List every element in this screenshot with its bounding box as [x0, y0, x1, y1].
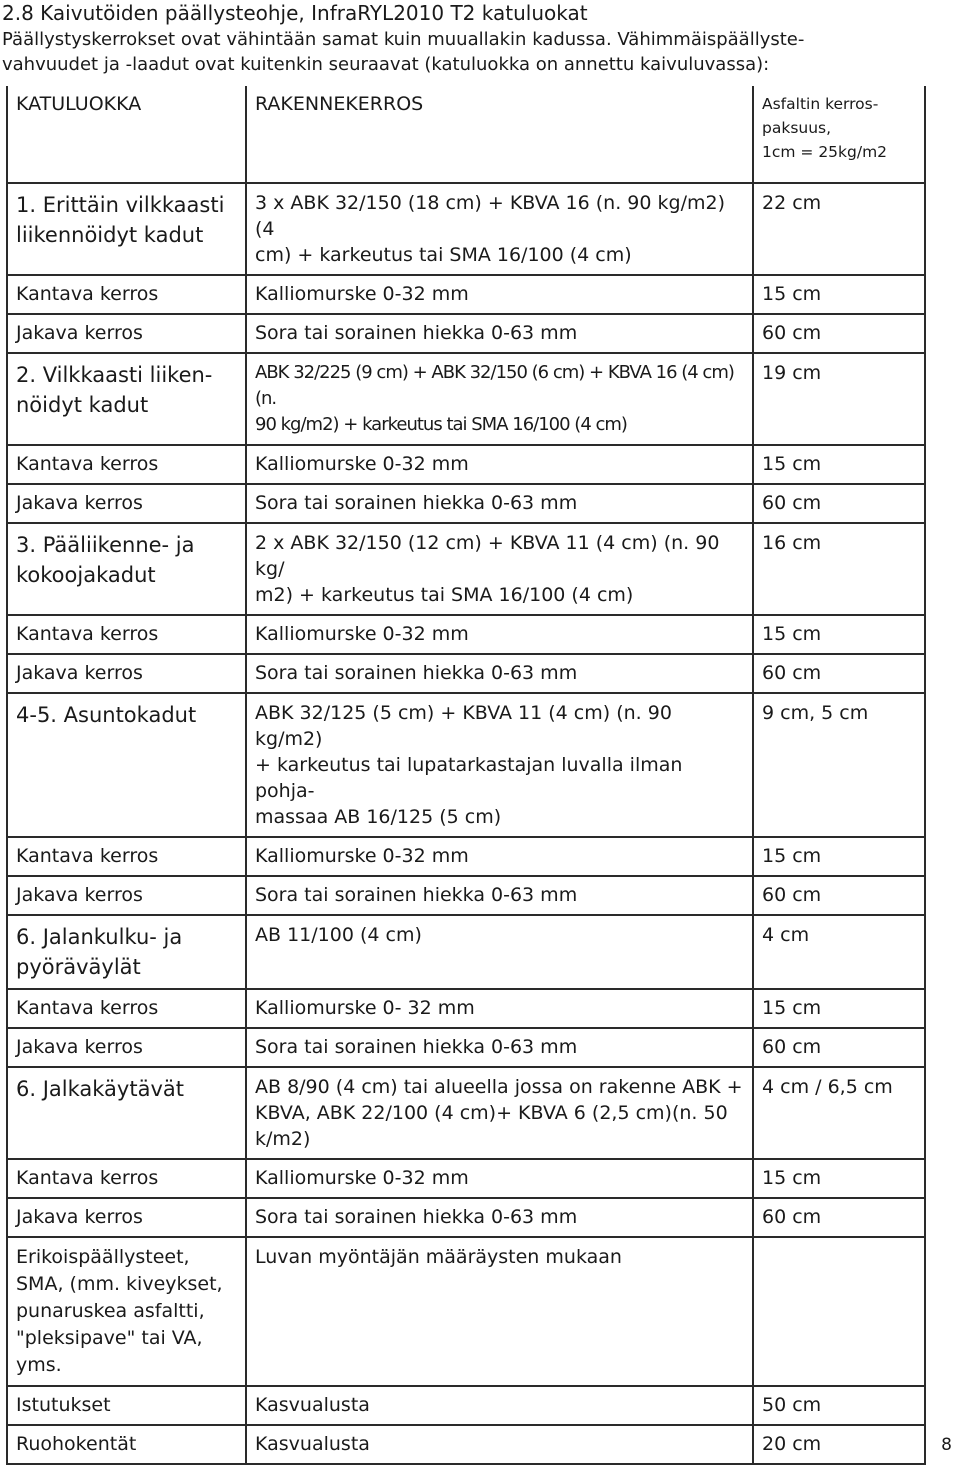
category-name — [7, 1067, 246, 1159]
category-name-line: 1. Erittäin vilkkaasti — [16, 193, 225, 217]
table-header-row — [7, 86, 925, 183]
layer-row — [7, 445, 925, 484]
layer-thickness-line: 15 cm — [762, 623, 822, 645]
layer-label-line: Jakava kerros — [16, 1206, 143, 1228]
layer-thickness — [753, 654, 925, 693]
layer-label — [7, 654, 246, 693]
asphalt-thickness — [753, 353, 925, 445]
layer-thickness-line: 15 cm — [762, 283, 822, 305]
layer-thickness — [753, 1159, 925, 1198]
layer-label-line: Jakava kerros — [16, 322, 143, 344]
layer-material-line: Kalliomurske 0-32 mm — [255, 1167, 469, 1189]
layer-thickness-line: 15 cm — [762, 1167, 822, 1189]
layer-label-line: Kantava kerros — [16, 453, 159, 475]
layer-material — [246, 314, 753, 353]
category-name — [7, 183, 246, 275]
structure-desc — [246, 523, 753, 615]
structure-desc — [246, 693, 753, 837]
layer-label-line: Jakava kerros — [16, 1036, 143, 1058]
layer-material — [246, 1159, 753, 1198]
category-name-line: 2. Vilkkaasti liiken- — [16, 363, 213, 387]
layer-label — [7, 275, 246, 314]
extra-row — [7, 1425, 925, 1464]
special-thickness — [753, 1237, 925, 1386]
category-name-line: 3. Pääliikenne- ja — [16, 533, 195, 557]
structure-desc-line: + karkeutus tai lupatarkastajan luvalla ilman pohja- — [255, 754, 683, 802]
asphalt-thickness-line: 4 cm — [762, 924, 810, 946]
structure-desc-line: massaa AB 16/125 (5 cm) — [255, 806, 502, 828]
extra-thickness-line: 20 cm — [762, 1433, 822, 1455]
layer-row — [7, 989, 925, 1028]
layer-material-line: Kalliomurske 0- 32 mm — [255, 997, 475, 1019]
layer-thickness-line: 60 cm — [762, 492, 822, 514]
layer-material-line: Sora tai sorainen hiekka 0-63 mm — [255, 492, 578, 514]
layer-material-line: Sora tai sorainen hiekka 0-63 mm — [255, 322, 578, 344]
special-category-line: Erikoispäällysteet, — [16, 1246, 190, 1268]
category-name-line: 6. Jalankulku- ja — [16, 925, 183, 949]
layer-thickness-line: 15 cm — [762, 845, 822, 867]
layer-thickness-line: 60 cm — [762, 1036, 822, 1058]
structure-desc-line: 3 x ABK 32/150 (18 cm) + KBVA 16 (n. 90 kg/m2) (4 — [255, 192, 725, 240]
structure-desc-line: m2) + karkeutus tai SMA 16/100 (4 cm) — [255, 584, 634, 606]
structure-desc-line: ABK 32/125 (5 cm) + KBVA 11 (4 cm) (n. 90 kg/m2) — [255, 702, 672, 750]
extra-label — [7, 1425, 246, 1464]
header-rakennekerros: RAKENNEKERROS — [246, 86, 753, 183]
asphalt-thickness — [753, 183, 925, 275]
layer-thickness-line: 60 cm — [762, 662, 822, 684]
layer-label — [7, 445, 246, 484]
layer-material — [246, 484, 753, 523]
layer-row — [7, 1028, 925, 1067]
category-name — [7, 523, 246, 615]
layer-row — [7, 314, 925, 353]
layer-label — [7, 837, 246, 876]
structure-desc-line: ABK 32/225 (9 cm) + ABK 32/150 (6 cm) + KBVA 16 (4 cm) (n. — [255, 362, 734, 409]
layer-material-line: Kalliomurske 0-32 mm — [255, 845, 469, 867]
category-name-line: nöidyt kadut — [16, 393, 149, 417]
extra-thickness — [753, 1425, 925, 1464]
category-name-line: pyöräväylät — [16, 955, 141, 979]
layer-thickness-line: 60 cm — [762, 322, 822, 344]
extra-thickness — [753, 1386, 925, 1425]
asphalt-thickness — [753, 693, 925, 837]
layer-thickness — [753, 1198, 925, 1237]
layer-material — [246, 837, 753, 876]
extra-material-line: Kasvualusta — [255, 1433, 370, 1455]
layer-material — [246, 1028, 753, 1067]
special-structure — [246, 1237, 753, 1386]
layer-thickness — [753, 989, 925, 1028]
category-name-line: 4-5. Asuntokadut — [16, 703, 197, 727]
layer-label — [7, 1159, 246, 1198]
layer-label — [7, 615, 246, 654]
layer-row — [7, 484, 925, 523]
structure-desc-line: k/m2) — [255, 1128, 311, 1150]
special-category-line: punaruskea asfaltti, — [16, 1300, 205, 1322]
structure-desc — [246, 353, 753, 445]
layer-thickness — [753, 837, 925, 876]
header-asfaltti-line-3: 1cm = 25kg/m2 — [762, 143, 888, 161]
layer-label — [7, 876, 246, 915]
structure-desc-line: 2 x ABK 32/150 (12 cm) + KBVA 11 (4 cm) (n. 90 kg/ — [255, 532, 720, 580]
layer-label — [7, 314, 246, 353]
category-name-line: 6. Jalkakäytävät — [16, 1077, 184, 1101]
layer-thickness — [753, 484, 925, 523]
layer-material — [246, 654, 753, 693]
special-category-line: SMA, (mm. kiveykset, — [16, 1273, 223, 1295]
header-asfaltti-line-1: Asfaltin kerros- — [762, 95, 879, 113]
category-row — [7, 915, 925, 989]
asphalt-thickness-line: 4 cm / 6,5 cm — [762, 1076, 893, 1098]
header-katuluokka: KATULUOKKA — [7, 86, 246, 183]
asphalt-thickness — [753, 1067, 925, 1159]
layer-material-line: Sora tai sorainen hiekka 0-63 mm — [255, 1036, 578, 1058]
structure-desc-line: cm) + karkeutus tai SMA 16/100 (4 cm) — [255, 244, 632, 266]
category-name — [7, 693, 246, 837]
layer-label — [7, 484, 246, 523]
layer-label — [7, 1028, 246, 1067]
extra-label — [7, 1386, 246, 1425]
special-category-line: "pleksipave" tai VA, — [16, 1327, 203, 1349]
category-name-line: kokoojakadut — [16, 563, 156, 587]
structure-desc — [246, 1067, 753, 1159]
structure-desc-line: KBVA, ABK 22/100 (4 cm)+ KBVA 6 (2,5 cm)(n. 50 — [255, 1102, 728, 1124]
layer-material — [246, 445, 753, 484]
layer-thickness-line: 60 cm — [762, 884, 822, 906]
extra-material — [246, 1425, 753, 1464]
section-title: 2.8 Kaivutöiden päällysteohje, InfraRYL2010 T2 katuluokat — [2, 1, 588, 25]
structure-desc-line: AB 11/100 (4 cm) — [255, 924, 422, 946]
layer-label — [7, 989, 246, 1028]
category-row — [7, 693, 925, 837]
extra-material — [246, 1386, 753, 1425]
layer-material-line: Sora tai sorainen hiekka 0-63 mm — [255, 884, 578, 906]
layer-material-line: Sora tai sorainen hiekka 0-63 mm — [255, 662, 578, 684]
asphalt-thickness — [753, 523, 925, 615]
layer-material — [246, 876, 753, 915]
extra-thickness-line: 50 cm — [762, 1394, 822, 1416]
layer-row — [7, 615, 925, 654]
header-asfaltti — [753, 86, 925, 183]
intro-line-2: vahvuudet ja -laadut ovat kuitenkin seuraavat (katuluokka on annettu kaivuluvassa): — [2, 54, 770, 75]
pavement-table — [6, 86, 926, 1465]
layer-material-line: Kalliomurske 0-32 mm — [255, 623, 469, 645]
layer-row — [7, 275, 925, 314]
layer-thickness-line: 15 cm — [762, 997, 822, 1019]
layer-thickness — [753, 275, 925, 314]
layer-row — [7, 837, 925, 876]
layer-label-line: Kantava kerros — [16, 997, 159, 1019]
layer-thickness — [753, 876, 925, 915]
layer-material — [246, 275, 753, 314]
category-row — [7, 353, 925, 445]
layer-row — [7, 654, 925, 693]
page-number: 8 — [941, 1435, 952, 1455]
category-name-line: liikennöidyt kadut — [16, 223, 204, 247]
layer-material — [246, 989, 753, 1028]
layer-label-line: Jakava kerros — [16, 492, 143, 514]
asphalt-thickness-line: 19 cm — [762, 362, 822, 384]
layer-label-line: Kantava kerros — [16, 845, 159, 867]
layer-label — [7, 1198, 246, 1237]
page-heading — [0, 0, 930, 77]
layer-thickness — [753, 615, 925, 654]
layer-material-line: Sora tai sorainen hiekka 0-63 mm — [255, 1206, 578, 1228]
special-structure-line: Luvan myöntäjän määräysten mukaan — [255, 1246, 622, 1268]
layer-material-line: Kalliomurske 0-32 mm — [255, 453, 469, 475]
layer-thickness — [753, 314, 925, 353]
layer-thickness-line: 15 cm — [762, 453, 822, 475]
structure-desc-line: AB 8/90 (4 cm) tai alueella jossa on rakenne ABK + — [255, 1076, 743, 1098]
layer-row — [7, 876, 925, 915]
layer-label-line: Jakava kerros — [16, 662, 143, 684]
layer-material — [246, 615, 753, 654]
asphalt-thickness-line: 9 cm, 5 cm — [762, 702, 869, 724]
category-row — [7, 183, 925, 275]
extra-row — [7, 1386, 925, 1425]
intro-line-1: Päällystyskerrokset ovat vähintään samat kuin muuallakin kadussa. Vähimmäispäällyste- — [2, 29, 805, 50]
layer-label-line: Kantava kerros — [16, 283, 159, 305]
category-row — [7, 1067, 925, 1159]
special-category — [7, 1237, 246, 1386]
layer-row — [7, 1198, 925, 1237]
layer-thickness-line: 60 cm — [762, 1206, 822, 1228]
layer-label-line: Kantava kerros — [16, 1167, 159, 1189]
structure-desc-line: 90 kg/m2) + karkeutus tai SMA 16/100 (4 cm) — [255, 414, 627, 435]
structure-desc — [246, 915, 753, 989]
asphalt-thickness-line: 22 cm — [762, 192, 822, 214]
structure-desc — [246, 183, 753, 275]
layer-label-line: Kantava kerros — [16, 623, 159, 645]
asphalt-thickness — [753, 915, 925, 989]
category-name — [7, 353, 246, 445]
layer-label-line: Jakava kerros — [16, 884, 143, 906]
extra-label-line: Ruohokentät — [16, 1433, 137, 1455]
layer-material-line: Kalliomurske 0-32 mm — [255, 283, 469, 305]
extra-material-line: Kasvualusta — [255, 1394, 370, 1416]
category-name — [7, 915, 246, 989]
layer-thickness — [753, 1028, 925, 1067]
layer-row — [7, 1159, 925, 1198]
asphalt-thickness-line: 16 cm — [762, 532, 822, 554]
category-row — [7, 523, 925, 615]
layer-thickness — [753, 445, 925, 484]
special-row — [7, 1237, 925, 1386]
layer-material — [246, 1198, 753, 1237]
header-asfaltti-line-2: paksuus, — [762, 119, 832, 137]
special-category-line: yms. — [16, 1354, 62, 1376]
extra-label-line: Istutukset — [16, 1394, 111, 1416]
